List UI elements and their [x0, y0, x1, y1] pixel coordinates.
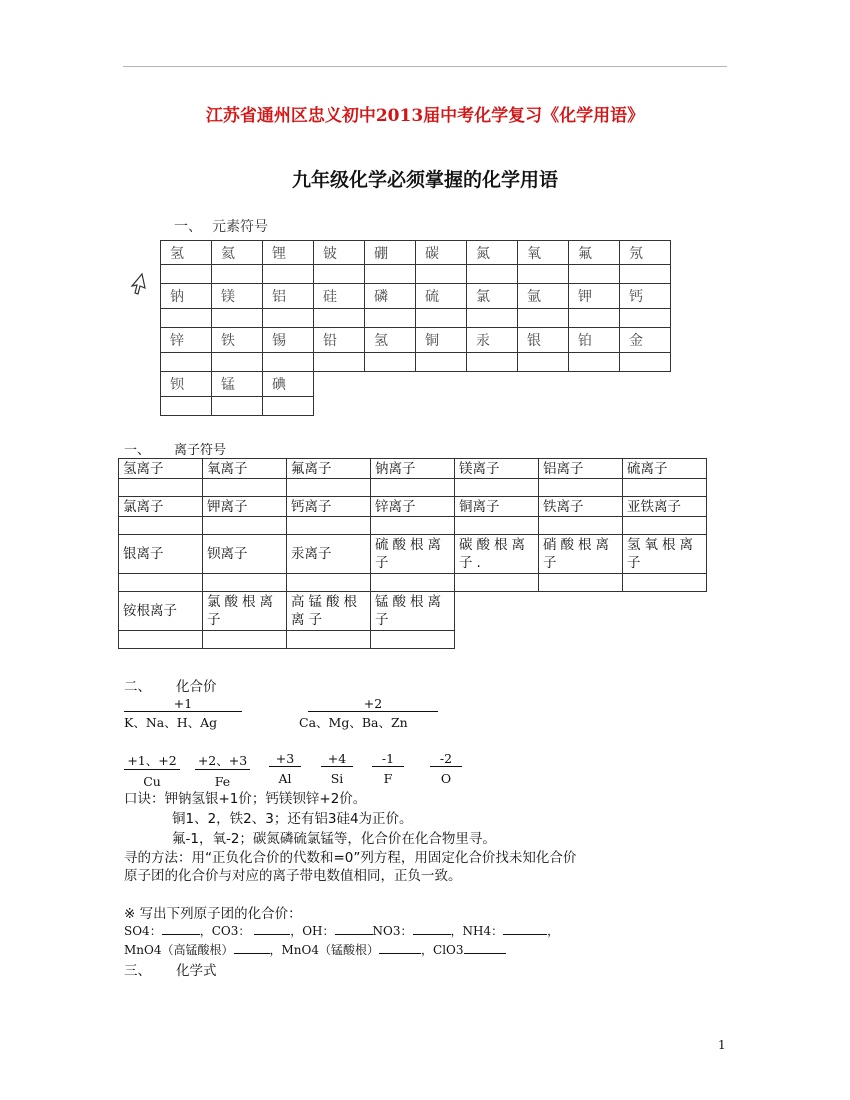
answer-cell[interactable]	[314, 309, 365, 328]
answer-cell[interactable]	[365, 353, 416, 372]
answer-cell[interactable]	[416, 265, 467, 284]
element-cell: 氮	[467, 241, 518, 265]
answer-cell[interactable]	[287, 631, 371, 649]
ion-cell: 银离子	[119, 535, 203, 574]
answer-cell[interactable]	[371, 631, 455, 649]
answer-cell[interactable]	[623, 479, 707, 497]
ion-cell: 钾离子	[203, 497, 287, 517]
radical-so4: SO4：	[124, 924, 162, 938]
ion-cell: 铝离子	[539, 459, 623, 479]
answer-cell[interactable]	[455, 517, 539, 535]
ion-symbols-table	[118, 458, 707, 649]
section-number: 二、	[124, 679, 151, 695]
arrow-cursor-icon	[129, 272, 149, 296]
element-cell: 钡	[161, 372, 212, 397]
element-cell: 氩	[518, 284, 569, 309]
element-cell: 碘	[263, 372, 314, 397]
exercise-line-2: MnO4（高锰酸根） ，MnO4（锰酸根） ，ClO3	[124, 941, 506, 958]
answer-cell[interactable]	[569, 353, 620, 372]
element-cell: 氢	[365, 328, 416, 353]
radical-oh: OH：	[302, 924, 335, 938]
valence-value: +2	[308, 696, 438, 712]
ion-cell: 氢离子	[119, 459, 203, 479]
method-line-1: 寻的方法：用“正负化合价的代数和=0”列方程，用固定化合价找未知化合价	[124, 850, 577, 866]
element-cell: 氦	[212, 241, 263, 265]
exercise-line-1: SO4： ，CO3： ，OH： NO3： ，NH4： ，	[124, 924, 560, 938]
answer-cell[interactable]	[467, 353, 518, 372]
answer-cell[interactable]	[287, 479, 371, 497]
mnemonic-line-2: 铜1、2，铁2、3；还有铝3硅4为正价。	[172, 811, 413, 827]
valence-group-plus1-elements: K、Na、H、Ag	[124, 715, 218, 730]
answer-blank[interactable]	[234, 941, 270, 954]
ion-cell: 钠离子	[371, 459, 455, 479]
answer-blank[interactable]	[464, 941, 506, 954]
element-cell: 碳	[416, 241, 467, 265]
valence-value: -2	[430, 751, 462, 767]
answer-cell[interactable]	[518, 265, 569, 284]
answer-cell[interactable]	[287, 517, 371, 535]
section-number: 三、	[124, 963, 151, 979]
answer-cell[interactable]	[467, 309, 518, 328]
answer-cell[interactable]	[161, 309, 212, 328]
answer-cell[interactable]	[212, 309, 263, 328]
answer-cell[interactable]	[455, 479, 539, 497]
mnemonic-text: 钾钠氢银+1价；钙镁钡锌+2价。	[164, 791, 367, 807]
valence-item	[430, 751, 462, 786]
element-cell: 铅	[314, 328, 365, 353]
answer-cell[interactable]	[119, 479, 203, 497]
ion-cell: 氧离子	[203, 459, 287, 479]
answer-blank[interactable]	[413, 922, 451, 935]
page-number: 1	[718, 1038, 726, 1052]
ion-cell: 氟离子	[287, 459, 371, 479]
answer-cell[interactable]	[620, 265, 671, 284]
radical-nh4: NH4：	[462, 924, 504, 938]
element-symbol: Fe	[214, 774, 231, 789]
valence-item	[195, 751, 250, 789]
answer-cell[interactable]	[263, 353, 314, 372]
ion-cell: 锰酸根离子	[371, 592, 455, 631]
valence-value: +1	[124, 696, 242, 712]
answer-cell[interactable]	[416, 309, 467, 328]
element-cell: 铍	[314, 241, 365, 265]
answer-cell[interactable]	[161, 397, 212, 416]
answer-cell[interactable]	[518, 309, 569, 328]
section-element-symbols-heading	[174, 216, 268, 236]
element-cell: 磷	[365, 284, 416, 309]
element-cell: 锂	[263, 241, 314, 265]
valence-item	[372, 751, 404, 786]
radical-no3: NO3：	[372, 924, 413, 938]
answer-cell[interactable]	[365, 265, 416, 284]
answer-cell[interactable]	[365, 309, 416, 328]
element-symbols-table	[160, 240, 671, 416]
ion-cell: 氯离子	[119, 497, 203, 517]
mnemonic-line-1	[124, 787, 366, 807]
answer-cell[interactable]	[371, 517, 455, 535]
document-title: 江苏省通州区忠义初中2013届中考化学复习《化学用语》	[205, 106, 645, 126]
answer-cell[interactable]	[263, 265, 314, 284]
answer-cell[interactable]	[119, 631, 203, 649]
element-cell: 硫	[416, 284, 467, 309]
valence-item	[269, 751, 301, 786]
ion-cell: 铁离子	[539, 497, 623, 517]
element-symbol: Al	[278, 771, 292, 786]
valence-item	[321, 751, 353, 786]
answer-cell[interactable]	[620, 353, 671, 372]
answer-cell[interactable]	[314, 265, 365, 284]
element-cell: 钠	[161, 284, 212, 309]
answer-blank[interactable]	[254, 922, 290, 935]
mnemonic-label: 口诀：	[124, 791, 165, 807]
valence-value: +4	[321, 751, 353, 767]
section-title: 化学式	[176, 963, 217, 979]
ion-cell: 锌离子	[371, 497, 455, 517]
answer-cell[interactable]	[203, 479, 287, 497]
ion-cell: 铵根离子	[119, 592, 203, 631]
answer-cell[interactable]	[119, 517, 203, 535]
answer-cell[interactable]	[539, 479, 623, 497]
answer-cell[interactable]	[212, 397, 263, 416]
element-cell: 硅	[314, 284, 365, 309]
element-cell: 氟	[569, 241, 620, 265]
element-cell: 氢	[161, 241, 212, 265]
element-cell: 锌	[161, 328, 212, 353]
answer-cell[interactable]	[569, 265, 620, 284]
ion-cell: 硫酸根离子	[371, 535, 455, 574]
element-cell: 铂	[569, 328, 620, 353]
answer-cell[interactable]	[371, 479, 455, 497]
ion-cell: 铜离子	[455, 497, 539, 517]
element-symbol: Si	[330, 771, 344, 786]
answer-blank[interactable]	[379, 941, 421, 954]
valence-value: +1、+2	[124, 751, 180, 770]
element-symbol: O	[440, 771, 452, 786]
ion-cell: 钡离子	[203, 535, 287, 574]
section-valence-heading	[124, 675, 217, 695]
section-title: 化合价	[176, 679, 217, 695]
answer-cell[interactable]	[539, 574, 623, 592]
valence-value: +3	[269, 751, 301, 767]
element-cell: 氖	[620, 241, 671, 265]
ion-cell: 高锰酸根离子	[287, 592, 371, 631]
ion-cell: 硝酸根离子	[539, 535, 623, 574]
answer-cell[interactable]	[287, 574, 371, 592]
method-line-2: 原子团的化合价与对应的离子带电数值相同，正负一致。	[124, 868, 462, 884]
answer-cell[interactable]	[263, 309, 314, 328]
ion-cell: 氢氧根离子	[623, 535, 707, 574]
section-number: 一、	[124, 443, 151, 458]
radical-clo3: ClO3	[433, 943, 464, 957]
element-cell: 锡	[263, 328, 314, 353]
ion-cell: 碳酸根离子.	[455, 535, 539, 574]
element-cell: 汞	[467, 328, 518, 353]
radical-mno4-manganate: MnO4（锰酸根）	[281, 943, 380, 957]
mnemonic-line-3: 氟-1，氧-2；碳氮磷硫氯锰等，化合价在化合物里寻。	[172, 831, 496, 847]
section-formula-heading	[124, 959, 217, 979]
answer-cell[interactable]	[416, 353, 467, 372]
element-cell: 银	[518, 328, 569, 353]
element-cell: 镁	[212, 284, 263, 309]
exercise-title: ※ 写出下列原子团的化合价：	[124, 906, 302, 922]
element-cell: 金	[620, 328, 671, 353]
answer-blank[interactable]	[335, 922, 373, 935]
ion-cell: 氯酸根离子	[203, 592, 287, 631]
ion-cell: 硫离子	[623, 459, 707, 479]
element-cell: 氯	[467, 284, 518, 309]
answer-blank[interactable]	[503, 922, 547, 935]
answer-cell[interactable]	[203, 574, 287, 592]
answer-cell[interactable]	[161, 353, 212, 372]
answer-cell[interactable]	[263, 397, 314, 416]
element-cell: 铝	[263, 284, 314, 309]
answer-cell[interactable]	[569, 309, 620, 328]
answer-cell[interactable]	[212, 265, 263, 284]
answer-cell[interactable]	[119, 574, 203, 592]
answer-cell[interactable]	[161, 265, 212, 284]
valence-item	[124, 751, 180, 789]
answer-blank[interactable]	[162, 922, 200, 935]
section-title: 元素符号	[212, 219, 268, 235]
valence-group-plus1	[124, 696, 242, 712]
ion-cell: 汞离子	[287, 535, 371, 574]
answer-cell[interactable]	[371, 574, 455, 592]
valence-value: -1	[372, 751, 404, 767]
element-cell: 钙	[620, 284, 671, 309]
answer-cell[interactable]	[203, 631, 287, 649]
element-cell: 钾	[569, 284, 620, 309]
answer-cell[interactable]	[623, 517, 707, 535]
element-cell: 铜	[416, 328, 467, 353]
answer-cell[interactable]	[518, 353, 569, 372]
valence-group-plus2	[308, 696, 438, 712]
answer-cell[interactable]	[467, 265, 518, 284]
answer-cell[interactable]	[212, 353, 263, 372]
radical-co3: CO3：	[211, 924, 251, 938]
ion-cell: 亚铁离子	[623, 497, 707, 517]
valence-value: +2、+3	[195, 751, 250, 770]
answer-cell[interactable]	[623, 574, 707, 592]
element-cell: 铁	[212, 328, 263, 353]
answer-cell[interactable]	[455, 574, 539, 592]
answer-cell[interactable]	[314, 353, 365, 372]
ion-cell: 镁离子	[455, 459, 539, 479]
section-title: 离子符号	[174, 443, 227, 458]
valence-group-plus2-elements: Ca、Mg、Ba、Zn	[299, 715, 408, 730]
answer-cell[interactable]	[203, 517, 287, 535]
radical-mno4-permanganate: MnO4（高锰酸根）	[124, 943, 234, 957]
element-symbol: F	[383, 771, 393, 786]
answer-cell[interactable]	[539, 517, 623, 535]
element-symbol: Cu	[143, 774, 161, 789]
element-cell: 氧	[518, 241, 569, 265]
element-cell: 锰	[212, 372, 263, 397]
ion-cell: 钙离子	[287, 497, 371, 517]
element-cell: 硼	[365, 241, 416, 265]
header-rule	[123, 66, 727, 67]
section-ion-symbols-heading	[124, 439, 226, 458]
section-number: 一、	[174, 219, 202, 235]
answer-cell[interactable]	[620, 309, 671, 328]
document-subtitle: 九年级化学必须掌握的化学用语	[291, 169, 558, 191]
